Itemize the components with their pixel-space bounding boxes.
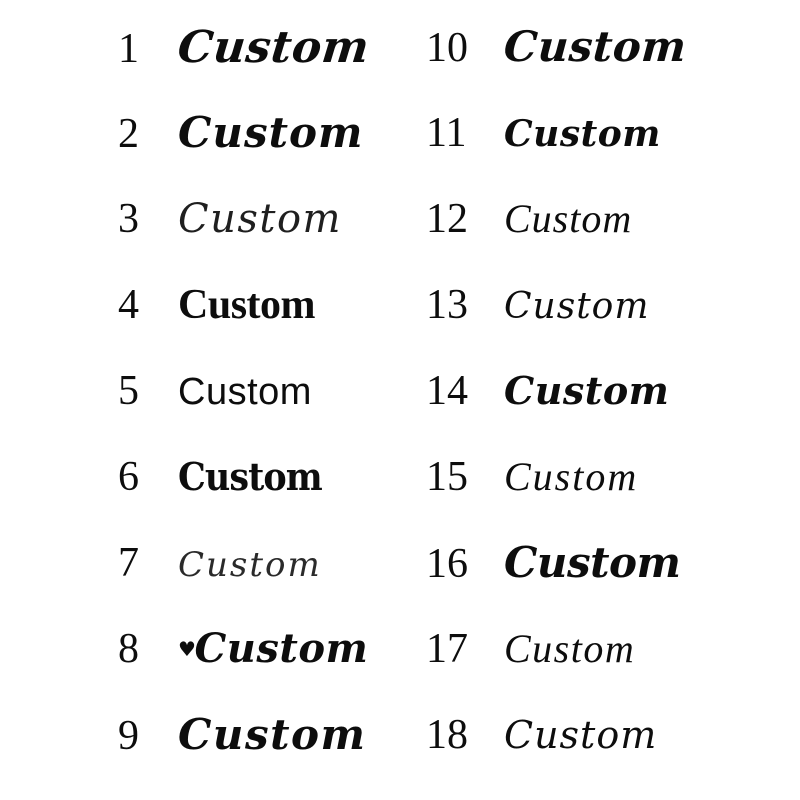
option-number: 17 bbox=[426, 626, 468, 672]
option-number: 11 bbox=[426, 110, 467, 156]
font-option-1[interactable] bbox=[118, 22, 400, 112]
font-option-3[interactable] bbox=[118, 198, 400, 284]
font-option-8[interactable] bbox=[118, 625, 400, 714]
option-number: 14 bbox=[426, 368, 468, 414]
option-number: 5 bbox=[118, 368, 139, 414]
font-option-9[interactable] bbox=[118, 710, 400, 800]
option-sample-text: Custom bbox=[504, 538, 681, 587]
option-number: 2 bbox=[118, 111, 139, 157]
font-option-12[interactable] bbox=[426, 198, 800, 284]
option-number: 3 bbox=[118, 196, 139, 242]
option-sample-text: Custom bbox=[504, 368, 670, 413]
option-sample-text: Custom bbox=[504, 196, 633, 241]
option-number: 10 bbox=[426, 25, 468, 71]
font-option-10[interactable] bbox=[426, 22, 800, 112]
font-option-18[interactable] bbox=[426, 714, 800, 800]
font-option-13[interactable] bbox=[426, 284, 800, 370]
heart-icon: ♥ bbox=[178, 637, 197, 661]
option-sample-text: Custom bbox=[178, 108, 364, 157]
option-number: 7 bbox=[118, 540, 139, 586]
font-option-7[interactable] bbox=[118, 542, 400, 628]
font-option-17[interactable] bbox=[426, 628, 800, 714]
font-option-11[interactable] bbox=[426, 112, 800, 198]
font-option-5[interactable] bbox=[118, 370, 400, 456]
option-sample-text: Custom bbox=[504, 713, 658, 757]
option-number: 8 bbox=[118, 626, 139, 672]
option-sample-text: Custom bbox=[178, 710, 367, 759]
font-option-16[interactable] bbox=[426, 538, 800, 628]
option-number: 13 bbox=[426, 282, 468, 328]
option-sample-label: Custom bbox=[194, 625, 369, 672]
option-sample-text: Custom bbox=[178, 282, 316, 328]
option-number: 4 bbox=[118, 282, 139, 328]
option-sample-text: Custom bbox=[504, 113, 661, 155]
option-number: 9 bbox=[118, 713, 139, 759]
option-sample-text: Custom bbox=[178, 454, 322, 499]
option-sample-text: Custom bbox=[504, 286, 650, 327]
font-option-14[interactable] bbox=[426, 370, 800, 456]
option-number: 16 bbox=[426, 541, 468, 587]
font-option-15[interactable] bbox=[426, 456, 800, 542]
option-sample-text: Custom bbox=[502, 22, 689, 71]
option-number: 1 bbox=[118, 26, 139, 72]
font-option-6[interactable] bbox=[118, 456, 400, 542]
option-number: 6 bbox=[118, 454, 139, 500]
option-sample-text: Custom bbox=[178, 545, 322, 585]
option-number: 18 bbox=[426, 712, 468, 758]
option-sample-text: Custom bbox=[175, 22, 372, 73]
font-option-4[interactable] bbox=[118, 284, 400, 370]
left-column bbox=[0, 22, 400, 800]
option-sample-text: Custom bbox=[504, 626, 636, 671]
option-sample-text: Custom bbox=[504, 454, 639, 499]
option-sample-text bbox=[178, 625, 369, 672]
font-option-2[interactable] bbox=[118, 108, 400, 198]
option-number: 15 bbox=[426, 454, 468, 500]
right-column bbox=[400, 22, 800, 800]
option-sample-text: Custom bbox=[178, 196, 342, 242]
option-sample-text: Custom bbox=[178, 371, 312, 413]
option-number: 12 bbox=[426, 196, 468, 242]
